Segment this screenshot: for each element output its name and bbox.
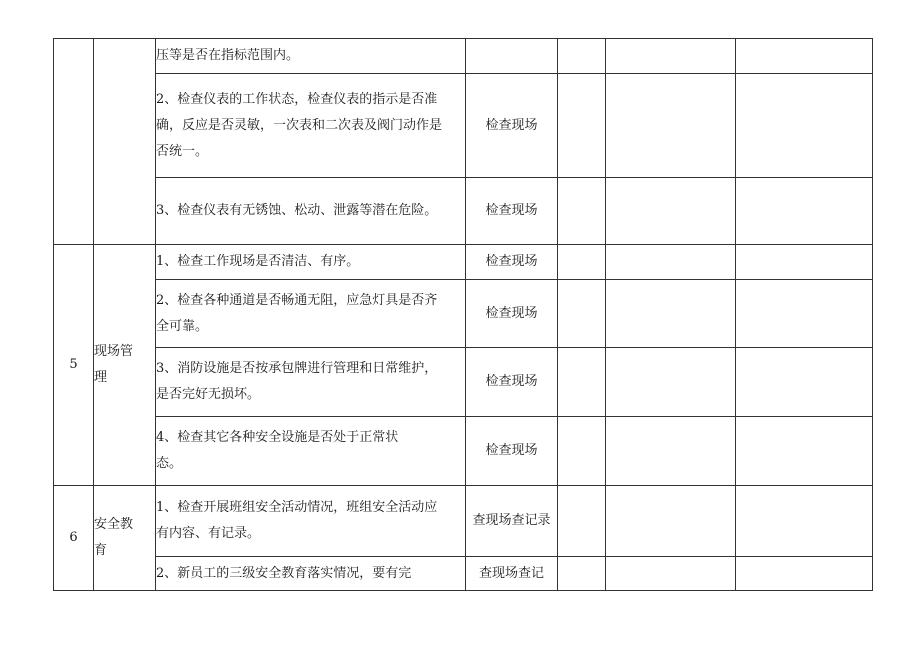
content-line: 否统一。 [156,143,209,159]
content-line: 1、检查工作现场是否清洁、有序。 [156,254,360,269]
method-cell: 检查现场 [466,280,558,348]
content-line: 全可靠。 [156,318,209,334]
blank-cell [606,39,736,74]
content-line: 是否完好无损坏。 [156,387,261,402]
blank-cell [736,557,873,591]
content-line: 态。 [156,456,183,471]
content-line: 2、检查仪表的工作状态，检查仪表的指示是否准 [156,91,438,107]
content-cell [156,486,466,557]
item-number-cell [54,39,94,245]
content-cell [156,39,466,74]
category-cell [94,245,156,486]
blank-cell [558,245,606,280]
content-line: 2、检查各种通道是否畅通无阻，应急灯具是否齐 [156,292,438,308]
blank-cell [606,178,736,245]
blank-cell [736,245,873,280]
blank-cell [558,178,606,245]
blank-cell [558,557,606,591]
content-line: 压等是否在指标范围内。 [156,48,300,63]
content-line: 有内容、有记录。 [156,526,261,541]
blank-cell [606,348,736,417]
category-line: 育 [94,543,108,558]
table-row [54,557,873,591]
item-number-cell: 5 [54,245,94,486]
table-row [54,486,873,557]
method-cell: 查现场查记录 [466,486,558,557]
blank-cell [606,245,736,280]
content-line: 3、检查仪表有无锈蚀、松动、泄露等潜在危险。 [156,203,438,218]
blank-cell [736,486,873,557]
method-cell [466,39,558,74]
table-row [54,417,873,486]
content-cell [156,178,466,245]
inspection-table [53,38,873,591]
blank-cell [558,39,606,74]
method-cell: 检查现场 [466,178,558,245]
blank-cell [606,74,736,178]
content-line: 4、检查其它各种安全设施是否处于正常状 [156,430,399,445]
blank-cell [558,74,606,178]
category-line: 现场管 [94,344,134,359]
category-line: 理 [94,370,108,385]
blank-cell [736,417,873,486]
blank-cell [558,280,606,348]
content-cell [156,280,466,348]
method-cell: 检查现场 [466,348,558,417]
content-line: 确，反应是否灵敏，一次表和二次表及阀门动作是 [156,117,443,133]
blank-cell [736,74,873,178]
method-cell: 检查现场 [466,417,558,486]
method-cell: 查现场查记 [466,557,558,591]
blank-cell [736,348,873,417]
method-cell: 检查现场 [466,245,558,280]
content-cell [156,74,466,178]
table-row [54,245,873,280]
table-row [54,39,873,74]
category-line: 安全教 [94,517,134,532]
content-line: 2、新员工的三级安全教育落实情况，要有完 [156,565,412,581]
content-line: 1、检查开展班组安全活动情况，班组安全活动应 [156,500,438,515]
blank-cell [558,486,606,557]
item-number-cell: 6 [54,486,94,591]
content-cell [156,245,466,280]
table-row [54,280,873,348]
blank-cell [736,178,873,245]
blank-cell [558,417,606,486]
content-cell [156,417,466,486]
table-row [54,74,873,178]
table-row [54,178,873,245]
content-cell [156,348,466,417]
blank-cell [606,280,736,348]
blank-cell [606,557,736,591]
category-cell [94,486,156,591]
content-cell [156,557,466,591]
content-line: 3、消防设施是否按承包牌进行管理和日常维护， [156,361,438,376]
blank-cell [736,39,873,74]
blank-cell [736,280,873,348]
table-row [54,348,873,417]
blank-cell [606,417,736,486]
blank-cell [606,486,736,557]
category-cell [94,39,156,245]
method-cell: 检查现场 [466,74,558,178]
blank-cell [558,348,606,417]
